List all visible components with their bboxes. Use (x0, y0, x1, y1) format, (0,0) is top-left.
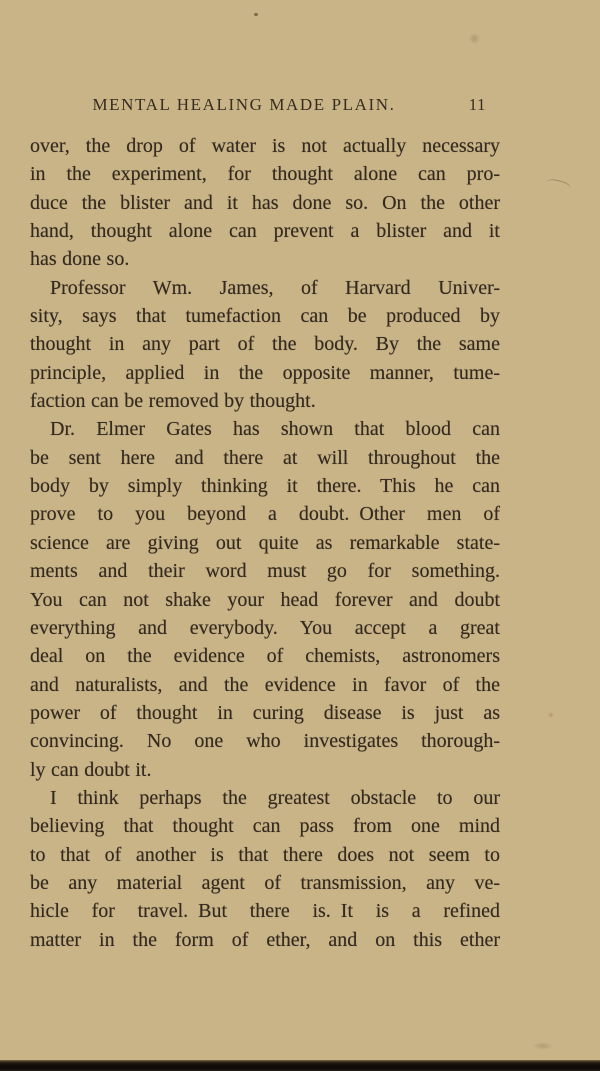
text-line: ly can doubt it. (30, 758, 152, 781)
text-line: sity, says that tumefaction can be produced by (30, 305, 500, 328)
page-number: 11 (468, 95, 486, 114)
text-line: duce the blister and it has done so. On the other (30, 191, 500, 214)
text-line: hicle for travel. But there is. It is a refined (30, 900, 500, 923)
text-line: You can not shake your head forever and doubt (30, 588, 500, 611)
text-line: convincing. No one who investigates thorough- (30, 730, 500, 753)
page-header-title: MENTAL HEALING MADE PLAIN. (92, 95, 396, 114)
text-line: prove to you beyond a doubt. Other men of (30, 503, 500, 526)
paper-speck (254, 13, 258, 16)
scan-edge-bar (0, 1060, 600, 1071)
text-line: to that of another is that there does not seem to (30, 843, 500, 866)
paper-scratch (544, 176, 572, 194)
text-line: has done so. (30, 248, 130, 271)
text-line: everything and everybody. You accept a great (30, 616, 500, 639)
text-line: deal on the evidence of chemists, astronomers (30, 645, 500, 668)
text-line: Professor Wm. James, of Harvard Univer- (50, 276, 500, 299)
text-line: Dr. Elmer Gates has shown that blood can (50, 418, 500, 441)
text-line: be sent here and there at will throughout the (30, 446, 500, 469)
text-line: ments and their word must go for something. (30, 560, 500, 583)
text-line: body by simply thinking it there. This he can (30, 475, 500, 498)
text-line: power of thought in curing disease is just as (30, 701, 500, 724)
text-line: matter in the form of ether, and on this ether (30, 928, 500, 951)
text-line: faction can be removed by thought. (30, 390, 316, 413)
page-body (30, 132, 500, 954)
paper-stain (532, 1042, 554, 1050)
paper-stain (548, 712, 554, 718)
text-line: principle, applied in the opposite manner, tume- (30, 361, 500, 384)
text-line: in the experiment, for thought alone can pro- (30, 163, 500, 186)
running-header (30, 93, 500, 117)
text-line: over, the drop of water is not actually necessary (30, 135, 500, 157)
text-line: I think perhaps the greatest obstacle to our (50, 786, 500, 809)
text-line: hand, thought alone can prevent a blister and it (30, 220, 500, 243)
text-line: thought in any part of the body. By the same (30, 333, 500, 356)
text-line: believing that thought can pass from one mind (30, 815, 500, 838)
text-line: and naturalists, and the evidence in favor of the (30, 673, 500, 696)
paper-stain (468, 33, 481, 44)
text-line: be any material agent of transmission, any ve- (30, 871, 500, 894)
text-line: science are giving out quite as remarkable state- (30, 531, 500, 554)
